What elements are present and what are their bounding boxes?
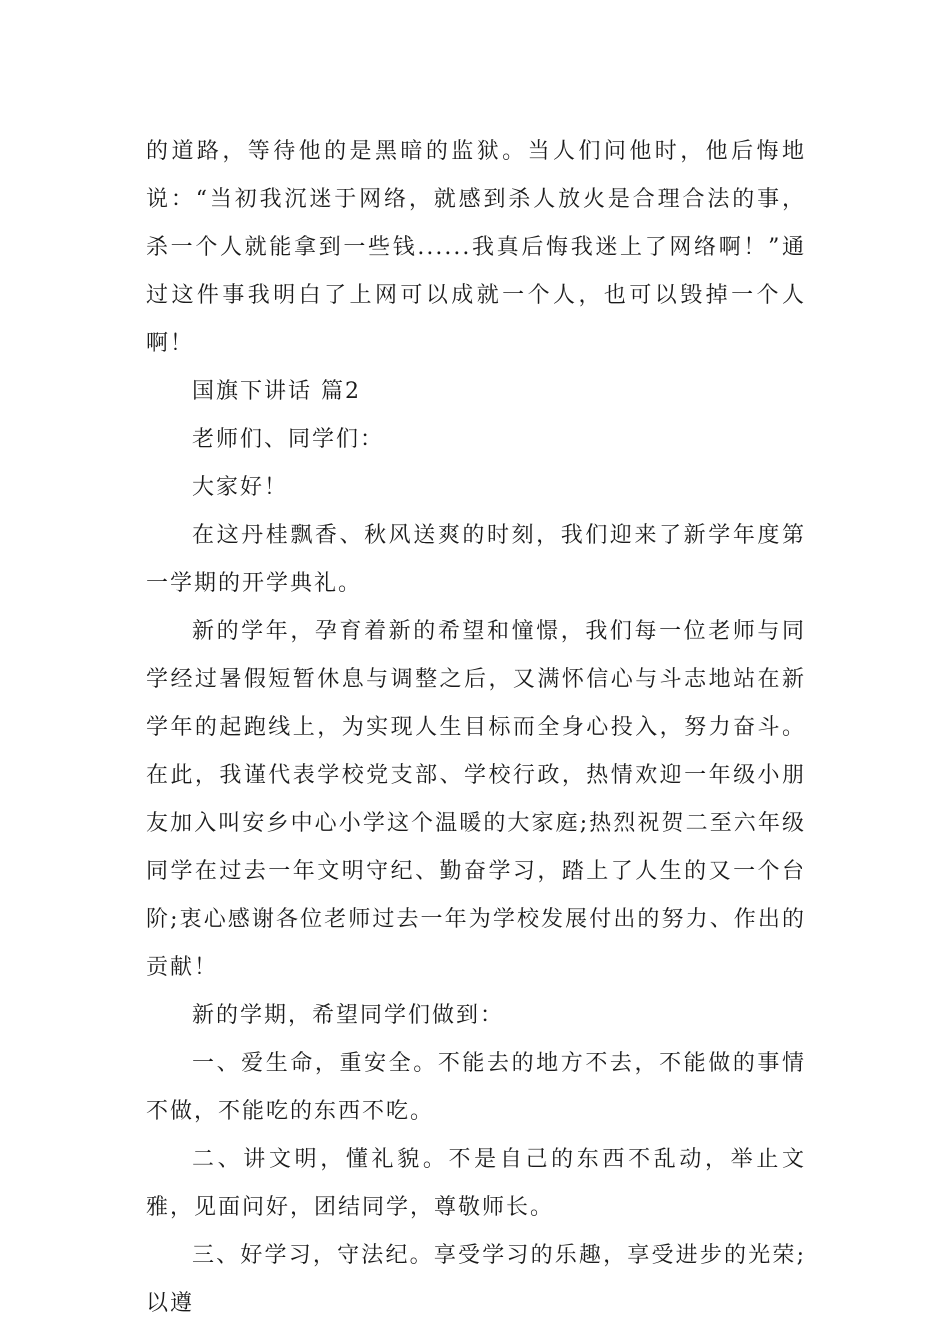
paragraph: 新的学年，孕育着新的希望和憧憬，我们每一位老师与同学经过暑假短暂休息与调整之后，又满怀信心与斗志地站在新学年的起跑线上，为实现人生目标而全身心投入，努力奋斗。在此，我谨代表学校党支部、学校行政，热情欢迎一年级小朋友加入叫安乡中心小学这个温暖的大家庭;热烈祝贺二至六年级同学在过去一年文明守纪、勤奋学习，踏上了人生的又一个台阶;衷心感谢各位老师过去一年为学校发展付出的努力、作出的贡献！	[146, 619, 806, 980]
list-item: 一、爱生命，重安全。不能去的地方不去，不能做的事情不做，不能吃的东西不吃。	[146, 1051, 806, 1124]
paragraph-continuation: 的道路，等待他的是黑暗的监狱。当人们问他时，他后悔地说：“当初我沉迷于网络，就感到杀人放火是合理合法的事，杀一个人就能拿到一些钱......我真后悔我迷上了网络啊！”通过这件事我明白了上网可以成就一个人，也可以毁掉一个人啊！	[146, 139, 806, 356]
section-heading: 国旗下讲话 篇2	[192, 379, 361, 404]
list-item: 二、讲文明，懂礼貌。不是自己的东西不乱动，举止文雅，见面问好，团结同学，尊敬师长。	[146, 1147, 806, 1220]
paragraph: 在这丹桂飘香、秋风送爽的时刻，我们迎来了新学年度第一学期的开学典礼。	[146, 523, 806, 596]
document-body	[146, 128, 806, 1328]
paragraph: 新的学期，希望同学们做到：	[192, 1003, 505, 1028]
list-item: 三、好学习，守法纪。享受学习的乐趣，享受进步的光荣;以遵	[146, 1243, 806, 1316]
greeting: 大家好！	[192, 475, 289, 500]
salutation: 老师们、同学们：	[192, 427, 385, 452]
